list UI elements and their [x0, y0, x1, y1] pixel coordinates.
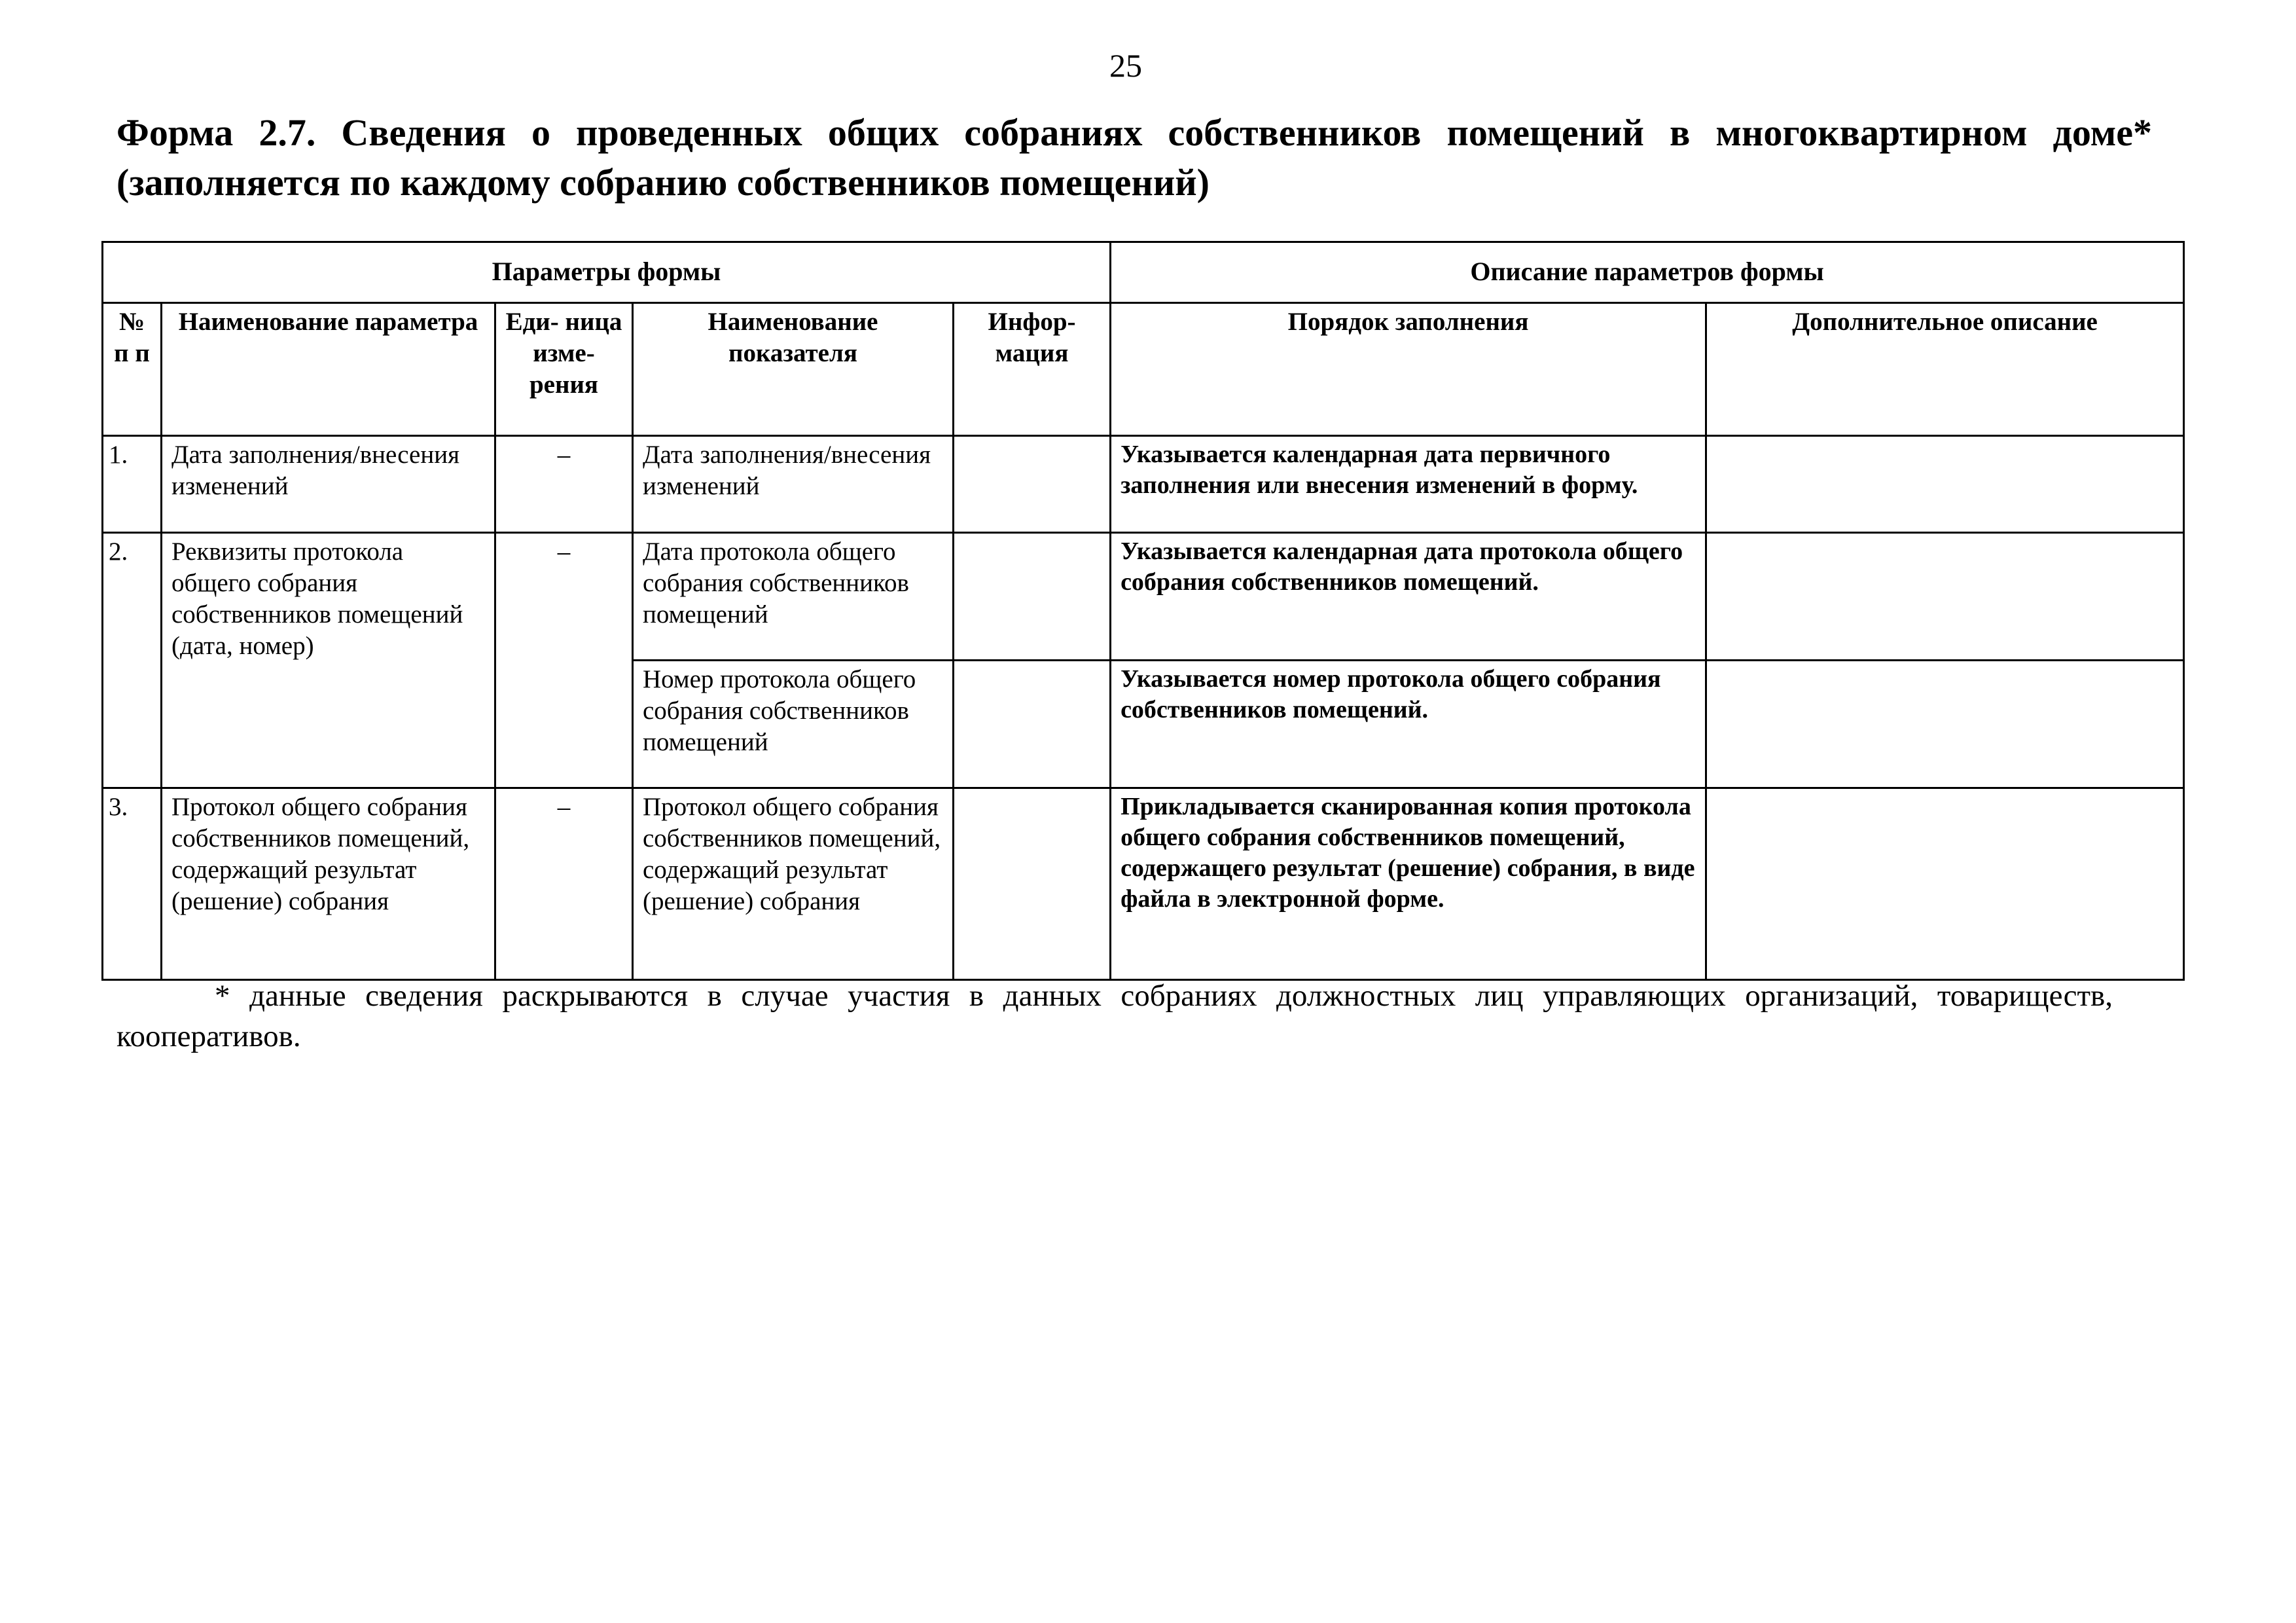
page-number: 25 — [1109, 47, 1142, 84]
extra-description-cell — [1706, 661, 2184, 788]
extra-description-cell — [1706, 436, 2184, 533]
unit-cell: – — [495, 436, 633, 533]
header-fill-order: Порядок заполнения — [1111, 303, 1706, 436]
extra-description-cell — [1706, 788, 2184, 980]
indicator-cell: Протокол общего собрания собственников помещений, содержащий результат (решение) собрания — [633, 788, 954, 980]
indicator-cell: Дата протокола общего собрания собственников помещений — [633, 533, 954, 661]
param-name-cell: Протокол общего собрания собственников помещений, содержащий результат (решение) собрания — [162, 788, 495, 980]
indicator-cell: Дата заполнения/внесения изменений — [633, 436, 954, 533]
info-cell[interactable] — [954, 788, 1111, 980]
footnote: * данные сведения раскрываются в случае участия в данных собраниях должностных лиц управляющих организаций, товариществ, кооперативов. — [117, 979, 2113, 1053]
param-name-cell: Реквизиты протокола общего собрания собственников помещений (дата, номер) — [162, 533, 495, 788]
indicator-cell: Номер протокола общего собрания собственников помещений — [633, 661, 954, 788]
unit-cell: – — [495, 788, 633, 980]
fill-order-cell: Указывается номер протокола общего собрания собственников помещений. — [1111, 661, 1706, 788]
fill-order-cell: Указывается календарная дата протокола общего собрания собственников помещений. — [1111, 533, 1706, 661]
header-indicator: Наименование показателя — [633, 303, 954, 436]
group-header-description: Описание параметров формы — [1111, 242, 2184, 303]
row-number: 2. — [103, 533, 162, 788]
table-row — [103, 436, 2184, 533]
fill-order-cell: Прикладывается сканированная копия протокола общего собрания собственников помещений, содержащего результат (решение) собрания, в виде файла в электронной форме. — [1111, 788, 1706, 980]
form-parameters-table — [101, 241, 2185, 981]
row-number: 1. — [103, 436, 162, 533]
unit-cell: – — [495, 533, 633, 788]
info-cell[interactable] — [954, 436, 1111, 533]
fill-order-cell: Указывается календарная дата первичного заполнения или внесения изменений в форму. — [1111, 436, 1706, 533]
param-name-cell: Дата заполнения/внесения изменений — [162, 436, 495, 533]
row-number: 3. — [103, 788, 162, 980]
form-title: Форма 2.7. Сведения о проведенных общих собраниях собственников помещений в многоквартирном доме* (заполняется по каждому собранию собственников помещений) — [117, 111, 2152, 204]
header-extra: Дополнительное описание — [1706, 303, 2184, 436]
header-num: № п п — [103, 303, 162, 436]
header-unit: Еди- ница изме- рения — [495, 303, 633, 436]
info-cell[interactable] — [954, 533, 1111, 661]
extra-description-cell — [1706, 533, 2184, 661]
info-cell[interactable] — [954, 661, 1111, 788]
header-info: Инфор- мация — [954, 303, 1111, 436]
table-row — [103, 533, 2184, 661]
group-header-params: Параметры формы — [103, 242, 1111, 303]
group-header-row — [103, 242, 2184, 303]
header-param-name: Наименование параметра — [162, 303, 495, 436]
table-row — [103, 788, 2184, 980]
column-header-row — [103, 303, 2184, 436]
